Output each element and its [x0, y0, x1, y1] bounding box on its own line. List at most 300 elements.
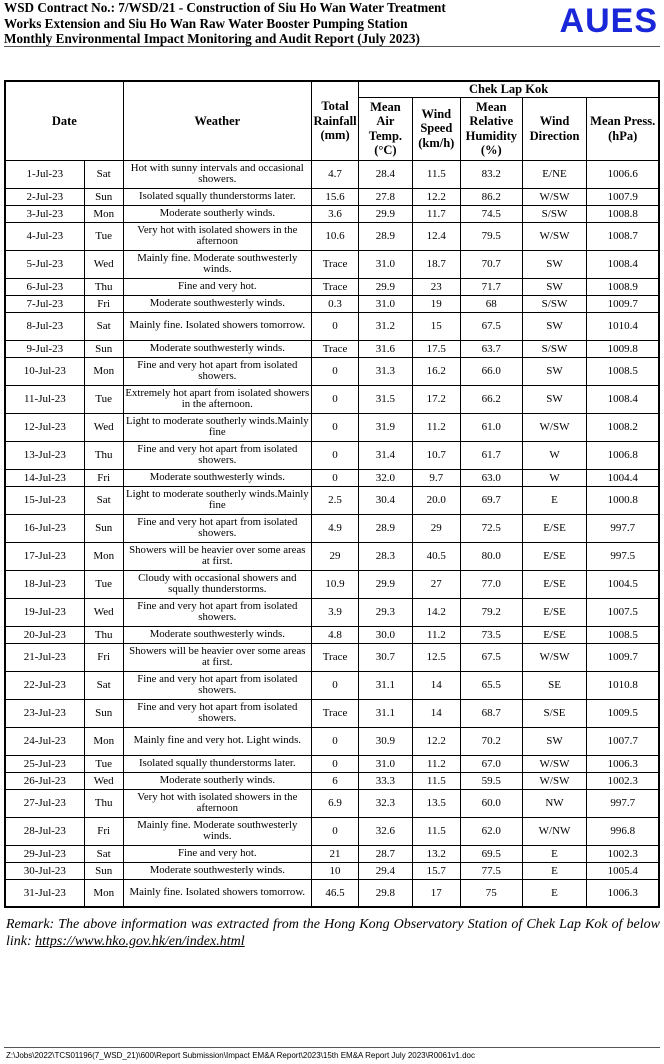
- table-row: [5, 671, 659, 699]
- day-cell: Mon: [84, 205, 123, 222]
- wind-speed-cell: 9.7: [412, 469, 460, 486]
- humidity-cell: 79.2: [460, 598, 522, 626]
- remark: [6, 916, 660, 950]
- weather-cell: Moderate southwesterly winds.: [123, 469, 311, 486]
- hko-link[interactable]: https://www.hko.gov.hk/en/index.html: [35, 934, 245, 949]
- rainfall-cell: 0: [311, 755, 358, 772]
- weather-cell: Moderate southwesterly winds.: [123, 340, 311, 357]
- table-row: [5, 160, 659, 188]
- temp-cell: 29.4: [359, 862, 412, 879]
- wind-speed-cell: 27: [412, 570, 460, 598]
- day-cell: Wed: [84, 250, 123, 278]
- wind-direction-cell: W/SW: [522, 222, 587, 250]
- weather-cell: Fine and very hot apart from isolated showers.: [123, 357, 311, 385]
- wind-direction-cell: SE: [522, 671, 587, 699]
- rainfall-cell: 0: [311, 817, 358, 845]
- wind-direction-cell: E: [522, 845, 587, 862]
- date-cell: 31-Jul-23: [5, 879, 84, 907]
- rainfall-cell: 0: [311, 413, 358, 441]
- humidity-cell: 83.2: [460, 160, 522, 188]
- rainfall-cell: 15.6: [311, 188, 358, 205]
- col-header-pressure: Mean Press. (hPa): [587, 97, 659, 160]
- wind-direction-cell: S/SW: [522, 295, 587, 312]
- table-row: [5, 441, 659, 469]
- wind-speed-cell: 17: [412, 879, 460, 907]
- humidity-cell: 68: [460, 295, 522, 312]
- wind-speed-cell: 11.2: [412, 755, 460, 772]
- humidity-cell: 67.0: [460, 755, 522, 772]
- pressure-cell: 1004.4: [587, 469, 659, 486]
- temp-cell: 29.8: [359, 879, 412, 907]
- day-cell: Wed: [84, 413, 123, 441]
- day-cell: Sun: [84, 514, 123, 542]
- rainfall-cell: 6: [311, 772, 358, 789]
- temp-cell: 30.7: [359, 643, 412, 671]
- humidity-cell: 79.5: [460, 222, 522, 250]
- rainfall-cell: 3.6: [311, 205, 358, 222]
- humidity-cell: 67.5: [460, 312, 522, 340]
- temp-cell: 31.0: [359, 755, 412, 772]
- wind-direction-cell: E/SE: [522, 570, 587, 598]
- wind-direction-cell: S/SW: [522, 205, 587, 222]
- table-row: [5, 570, 659, 598]
- temp-cell: 28.9: [359, 514, 412, 542]
- wind-direction-cell: E: [522, 879, 587, 907]
- humidity-cell: 77.0: [460, 570, 522, 598]
- humidity-cell: 68.7: [460, 699, 522, 727]
- pressure-cell: 1008.4: [587, 250, 659, 278]
- wind-speed-cell: 12.2: [412, 727, 460, 755]
- wind-speed-cell: 19: [412, 295, 460, 312]
- weather-table: [4, 80, 660, 908]
- wind-direction-cell: S/SE: [522, 699, 587, 727]
- wind-direction-cell: E/SE: [522, 626, 587, 643]
- pressure-cell: 1009.7: [587, 643, 659, 671]
- wind-direction-cell: SW: [522, 312, 587, 340]
- rainfall-cell: 0: [311, 469, 358, 486]
- humidity-cell: 66.0: [460, 357, 522, 385]
- pressure-cell: 1009.5: [587, 699, 659, 727]
- table-row: [5, 514, 659, 542]
- day-cell: Sun: [84, 862, 123, 879]
- weather-cell: Fine and very hot apart from isolated showers.: [123, 671, 311, 699]
- day-cell: Tue: [84, 755, 123, 772]
- weather-cell: Extremely hot apart from isolated showers in the afternoon.: [123, 385, 311, 413]
- temp-cell: 30.4: [359, 486, 412, 514]
- humidity-cell: 66.2: [460, 385, 522, 413]
- report-header: [4, 0, 544, 47]
- weather-cell: Fine and very hot apart from isolated showers.: [123, 699, 311, 727]
- table-row: [5, 755, 659, 772]
- header-line-1: WSD Contract No.: 7/WSD/21 - Construction of Siu Ho Wan Water Treatment: [4, 0, 446, 15]
- date-cell: 7-Jul-23: [5, 295, 84, 312]
- pressure-cell: 1006.6: [587, 160, 659, 188]
- table-row: [5, 845, 659, 862]
- date-cell: 13-Jul-23: [5, 441, 84, 469]
- rainfall-cell: 46.5: [311, 879, 358, 907]
- rainfall-cell: 0.3: [311, 295, 358, 312]
- footer-path: Z:\Jobs\2022\TCS01196(7_WSD_21)\600\Report Submission\Impact EM&A Report\2023\15th EM&A Report July 2023\R0061v1.doc: [6, 1051, 475, 1060]
- humidity-cell: 59.5: [460, 772, 522, 789]
- rainfall-cell: 0: [311, 441, 358, 469]
- rainfall-cell: Trace: [311, 699, 358, 727]
- wind-speed-cell: 12.2: [412, 188, 460, 205]
- weather-cell: Light to moderate southerly winds.Mainly fine: [123, 413, 311, 441]
- temp-cell: 31.1: [359, 699, 412, 727]
- day-cell: Tue: [84, 385, 123, 413]
- humidity-cell: 71.7: [460, 278, 522, 295]
- day-cell: Tue: [84, 570, 123, 598]
- rainfall-cell: 2.5: [311, 486, 358, 514]
- day-cell: Sun: [84, 699, 123, 727]
- weather-table-body: [5, 160, 659, 907]
- weather-cell: Light to moderate southerly winds.Mainly fine: [123, 486, 311, 514]
- table-row: [5, 699, 659, 727]
- wind-speed-cell: 29: [412, 514, 460, 542]
- table-row: [5, 772, 659, 789]
- temp-cell: 33.3: [359, 772, 412, 789]
- rainfall-cell: Trace: [311, 250, 358, 278]
- table-row: [5, 295, 659, 312]
- humidity-cell: 69.7: [460, 486, 522, 514]
- date-cell: 9-Jul-23: [5, 340, 84, 357]
- weather-cell: Hot with sunny intervals and occasional showers.: [123, 160, 311, 188]
- wind-speed-cell: 11.5: [412, 772, 460, 789]
- humidity-cell: 61.0: [460, 413, 522, 441]
- wind-direction-cell: W/SW: [522, 643, 587, 671]
- wind-speed-cell: 15: [412, 312, 460, 340]
- group-header-chek-lap-kok: Chek Lap Kok: [359, 81, 659, 97]
- rainfall-cell: 4.7: [311, 160, 358, 188]
- weather-cell: Mainly fine. Isolated showers tomorrow.: [123, 879, 311, 907]
- weather-cell: Fine and very hot.: [123, 845, 311, 862]
- pressure-cell: 1008.5: [587, 626, 659, 643]
- rainfall-cell: 0: [311, 727, 358, 755]
- temp-cell: 31.6: [359, 340, 412, 357]
- weather-cell: Showers will be heavier over some areas at first.: [123, 643, 311, 671]
- table-row: [5, 188, 659, 205]
- day-cell: Sat: [84, 845, 123, 862]
- humidity-cell: 72.5: [460, 514, 522, 542]
- date-cell: 16-Jul-23: [5, 514, 84, 542]
- day-cell: Thu: [84, 278, 123, 295]
- weather-cell: Mainly fine. Isolated showers tomorrow.: [123, 312, 311, 340]
- date-cell: 28-Jul-23: [5, 817, 84, 845]
- temp-cell: 29.9: [359, 205, 412, 222]
- day-cell: Thu: [84, 789, 123, 817]
- pressure-cell: 1008.8: [587, 205, 659, 222]
- pressure-cell: 1007.7: [587, 727, 659, 755]
- date-cell: 4-Jul-23: [5, 222, 84, 250]
- pressure-cell: 1009.8: [587, 340, 659, 357]
- wind-direction-cell: W/SW: [522, 188, 587, 205]
- day-cell: Sun: [84, 188, 123, 205]
- day-cell: Fri: [84, 469, 123, 486]
- date-cell: 12-Jul-23: [5, 413, 84, 441]
- humidity-cell: 74.5: [460, 205, 522, 222]
- wind-speed-cell: 20.0: [412, 486, 460, 514]
- humidity-cell: 67.5: [460, 643, 522, 671]
- table-row: [5, 250, 659, 278]
- wind-speed-cell: 10.7: [412, 441, 460, 469]
- rainfall-cell: 29: [311, 542, 358, 570]
- humidity-cell: 70.7: [460, 250, 522, 278]
- humidity-cell: 70.2: [460, 727, 522, 755]
- pressure-cell: 1008.4: [587, 385, 659, 413]
- day-cell: Sat: [84, 312, 123, 340]
- temp-cell: 31.0: [359, 295, 412, 312]
- weather-cell: Moderate southwesterly winds.: [123, 295, 311, 312]
- temp-cell: 32.6: [359, 817, 412, 845]
- table-row: [5, 357, 659, 385]
- wind-direction-cell: SW: [522, 357, 587, 385]
- wind-direction-cell: W: [522, 441, 587, 469]
- humidity-cell: 65.5: [460, 671, 522, 699]
- table-row: [5, 205, 659, 222]
- rainfall-cell: 4.9: [311, 514, 358, 542]
- wind-direction-cell: E/SE: [522, 598, 587, 626]
- pressure-cell: 1005.4: [587, 862, 659, 879]
- pressure-cell: 1004.5: [587, 570, 659, 598]
- temp-cell: 29.9: [359, 570, 412, 598]
- temp-cell: 30.9: [359, 727, 412, 755]
- date-cell: 6-Jul-23: [5, 278, 84, 295]
- temp-cell: 31.1: [359, 671, 412, 699]
- wind-direction-cell: W/NW: [522, 817, 587, 845]
- pressure-cell: 1006.3: [587, 755, 659, 772]
- weather-cell: Fine and very hot apart from isolated showers.: [123, 514, 311, 542]
- weather-cell: Isolated squally thunderstorms later.: [123, 188, 311, 205]
- humidity-cell: 77.5: [460, 862, 522, 879]
- rainfall-cell: 21: [311, 845, 358, 862]
- remark-text: Remark: The above information was extracted from the Hong Kong Observatory Station of Chek Lap Kok of below link:: [6, 917, 660, 949]
- table-row: [5, 278, 659, 295]
- date-cell: 11-Jul-23: [5, 385, 84, 413]
- weather-cell: Mainly fine and very hot. Light winds.: [123, 727, 311, 755]
- wind-direction-cell: W/SW: [522, 755, 587, 772]
- temp-cell: 28.4: [359, 160, 412, 188]
- wind-speed-cell: 13.5: [412, 789, 460, 817]
- wind-speed-cell: 11.5: [412, 160, 460, 188]
- temp-cell: 29.9: [359, 278, 412, 295]
- wind-direction-cell: W: [522, 469, 587, 486]
- wind-speed-cell: 11.2: [412, 626, 460, 643]
- wind-speed-cell: 15.7: [412, 862, 460, 879]
- table-row: [5, 862, 659, 879]
- col-header-date: Date: [5, 81, 123, 160]
- col-header-humidity: Mean Relative Humidity (%): [460, 97, 522, 160]
- temp-cell: 32.3: [359, 789, 412, 817]
- rainfall-cell: 6.9: [311, 789, 358, 817]
- rainfall-cell: 10.6: [311, 222, 358, 250]
- table-row: [5, 817, 659, 845]
- table-row: [5, 222, 659, 250]
- wind-speed-cell: 16.2: [412, 357, 460, 385]
- wind-direction-cell: E/NE: [522, 160, 587, 188]
- temp-cell: 31.2: [359, 312, 412, 340]
- table-row: [5, 312, 659, 340]
- table-row: [5, 879, 659, 907]
- table-row: [5, 385, 659, 413]
- day-cell: Mon: [84, 879, 123, 907]
- weather-cell: Mainly fine. Moderate southwesterly winds.: [123, 817, 311, 845]
- pressure-cell: 1002.3: [587, 845, 659, 862]
- weather-cell: Cloudy with occasional showers and squally thunderstorms.: [123, 570, 311, 598]
- rainfall-cell: 10.9: [311, 570, 358, 598]
- date-cell: 8-Jul-23: [5, 312, 84, 340]
- table-row: [5, 542, 659, 570]
- col-header-weather: Weather: [123, 81, 311, 160]
- wind-speed-cell: 23: [412, 278, 460, 295]
- date-cell: 10-Jul-23: [5, 357, 84, 385]
- header-divider: [4, 46, 660, 47]
- wind-direction-cell: SW: [522, 278, 587, 295]
- day-cell: Fri: [84, 643, 123, 671]
- date-cell: 29-Jul-23: [5, 845, 84, 862]
- wind-speed-cell: 17.5: [412, 340, 460, 357]
- day-cell: Mon: [84, 357, 123, 385]
- temp-cell: 31.4: [359, 441, 412, 469]
- day-cell: Mon: [84, 542, 123, 570]
- col-header-rainfall: Total Rainfall (mm): [311, 81, 358, 160]
- col-header-wind-direction: Wind Direction: [522, 97, 587, 160]
- date-cell: 21-Jul-23: [5, 643, 84, 671]
- aues-logo: AUES: [559, 2, 658, 40]
- day-cell: Sat: [84, 671, 123, 699]
- humidity-cell: 60.0: [460, 789, 522, 817]
- wind-speed-cell: 12.5: [412, 643, 460, 671]
- temp-cell: 29.3: [359, 598, 412, 626]
- humidity-cell: 63.0: [460, 469, 522, 486]
- weather-cell: Mainly fine. Moderate southwesterly winds.: [123, 250, 311, 278]
- temp-cell: 27.8: [359, 188, 412, 205]
- day-cell: Thu: [84, 441, 123, 469]
- col-header-wind-speed: Wind Speed (km/h): [412, 97, 460, 160]
- wind-speed-cell: 17.2: [412, 385, 460, 413]
- weather-cell: Moderate southwesterly winds.: [123, 626, 311, 643]
- pressure-cell: 997.5: [587, 542, 659, 570]
- wind-direction-cell: S/SW: [522, 340, 587, 357]
- humidity-cell: 80.0: [460, 542, 522, 570]
- table-row: [5, 413, 659, 441]
- wind-speed-cell: 13.2: [412, 845, 460, 862]
- wind-speed-cell: 11.5: [412, 817, 460, 845]
- date-cell: 27-Jul-23: [5, 789, 84, 817]
- wind-speed-cell: 11.2: [412, 413, 460, 441]
- pressure-cell: 996.8: [587, 817, 659, 845]
- temp-cell: 31.0: [359, 250, 412, 278]
- pressure-cell: 1009.7: [587, 295, 659, 312]
- temp-cell: 32.0: [359, 469, 412, 486]
- date-cell: 30-Jul-23: [5, 862, 84, 879]
- temp-cell: 28.3: [359, 542, 412, 570]
- table-row: [5, 340, 659, 357]
- col-header-temp: Mean Air Temp. (°C): [359, 97, 412, 160]
- table-row: [5, 789, 659, 817]
- pressure-cell: 1008.7: [587, 222, 659, 250]
- date-cell: 17-Jul-23: [5, 542, 84, 570]
- table-row: [5, 643, 659, 671]
- header-line-2: Works Extension and Siu Ho Wan Raw Water Booster Pumping Station: [4, 15, 408, 31]
- pressure-cell: 997.7: [587, 514, 659, 542]
- weather-cell: Showers will be heavier over some areas at first.: [123, 542, 311, 570]
- humidity-cell: 73.5: [460, 626, 522, 643]
- humidity-cell: 62.0: [460, 817, 522, 845]
- pressure-cell: 1007.5: [587, 598, 659, 626]
- rainfall-cell: 3.9: [311, 598, 358, 626]
- pressure-cell: 997.7: [587, 789, 659, 817]
- wind-speed-cell: 40.5: [412, 542, 460, 570]
- wind-speed-cell: 18.7: [412, 250, 460, 278]
- rainfall-cell: 4.8: [311, 626, 358, 643]
- temp-cell: 31.3: [359, 357, 412, 385]
- pressure-cell: 1008.9: [587, 278, 659, 295]
- weather-cell: Moderate southerly winds.: [123, 205, 311, 222]
- wind-speed-cell: 14: [412, 699, 460, 727]
- rainfall-cell: 0: [311, 385, 358, 413]
- pressure-cell: 1006.3: [587, 879, 659, 907]
- humidity-cell: 61.7: [460, 441, 522, 469]
- table-row: [5, 626, 659, 643]
- humidity-cell: 75: [460, 879, 522, 907]
- table-row: [5, 598, 659, 626]
- wind-speed-cell: 12.4: [412, 222, 460, 250]
- day-cell: Fri: [84, 295, 123, 312]
- humidity-cell: 69.5: [460, 845, 522, 862]
- weather-cell: Fine and very hot.: [123, 278, 311, 295]
- day-cell: Wed: [84, 772, 123, 789]
- day-cell: Sat: [84, 160, 123, 188]
- table-row: [5, 469, 659, 486]
- wind-direction-cell: E/SE: [522, 514, 587, 542]
- temp-cell: 30.0: [359, 626, 412, 643]
- wind-speed-cell: 14: [412, 671, 460, 699]
- wind-direction-cell: SW: [522, 385, 587, 413]
- rainfall-cell: Trace: [311, 278, 358, 295]
- pressure-cell: 1002.3: [587, 772, 659, 789]
- rainfall-cell: Trace: [311, 643, 358, 671]
- date-cell: 25-Jul-23: [5, 755, 84, 772]
- wind-direction-cell: SW: [522, 727, 587, 755]
- weather-cell: Isolated squally thunderstorms later.: [123, 755, 311, 772]
- temp-cell: 28.7: [359, 845, 412, 862]
- date-cell: 23-Jul-23: [5, 699, 84, 727]
- date-cell: 3-Jul-23: [5, 205, 84, 222]
- date-cell: 2-Jul-23: [5, 188, 84, 205]
- date-cell: 24-Jul-23: [5, 727, 84, 755]
- day-cell: Tue: [84, 222, 123, 250]
- date-cell: 15-Jul-23: [5, 486, 84, 514]
- date-cell: 1-Jul-23: [5, 160, 84, 188]
- weather-cell: Very hot with isolated showers in the afternoon: [123, 789, 311, 817]
- day-cell: Sun: [84, 340, 123, 357]
- wind-direction-cell: E: [522, 862, 587, 879]
- date-cell: 19-Jul-23: [5, 598, 84, 626]
- date-cell: 5-Jul-23: [5, 250, 84, 278]
- weather-cell: Very hot with isolated showers in the afternoon: [123, 222, 311, 250]
- pressure-cell: 1010.8: [587, 671, 659, 699]
- weather-cell: Fine and very hot apart from isolated showers.: [123, 598, 311, 626]
- pressure-cell: 1000.8: [587, 486, 659, 514]
- weather-cell: Moderate southwesterly winds.: [123, 862, 311, 879]
- day-cell: Mon: [84, 727, 123, 755]
- pressure-cell: 1007.9: [587, 188, 659, 205]
- temp-cell: 31.5: [359, 385, 412, 413]
- day-cell: Sat: [84, 486, 123, 514]
- temp-cell: 28.9: [359, 222, 412, 250]
- day-cell: Wed: [84, 598, 123, 626]
- pressure-cell: 1008.2: [587, 413, 659, 441]
